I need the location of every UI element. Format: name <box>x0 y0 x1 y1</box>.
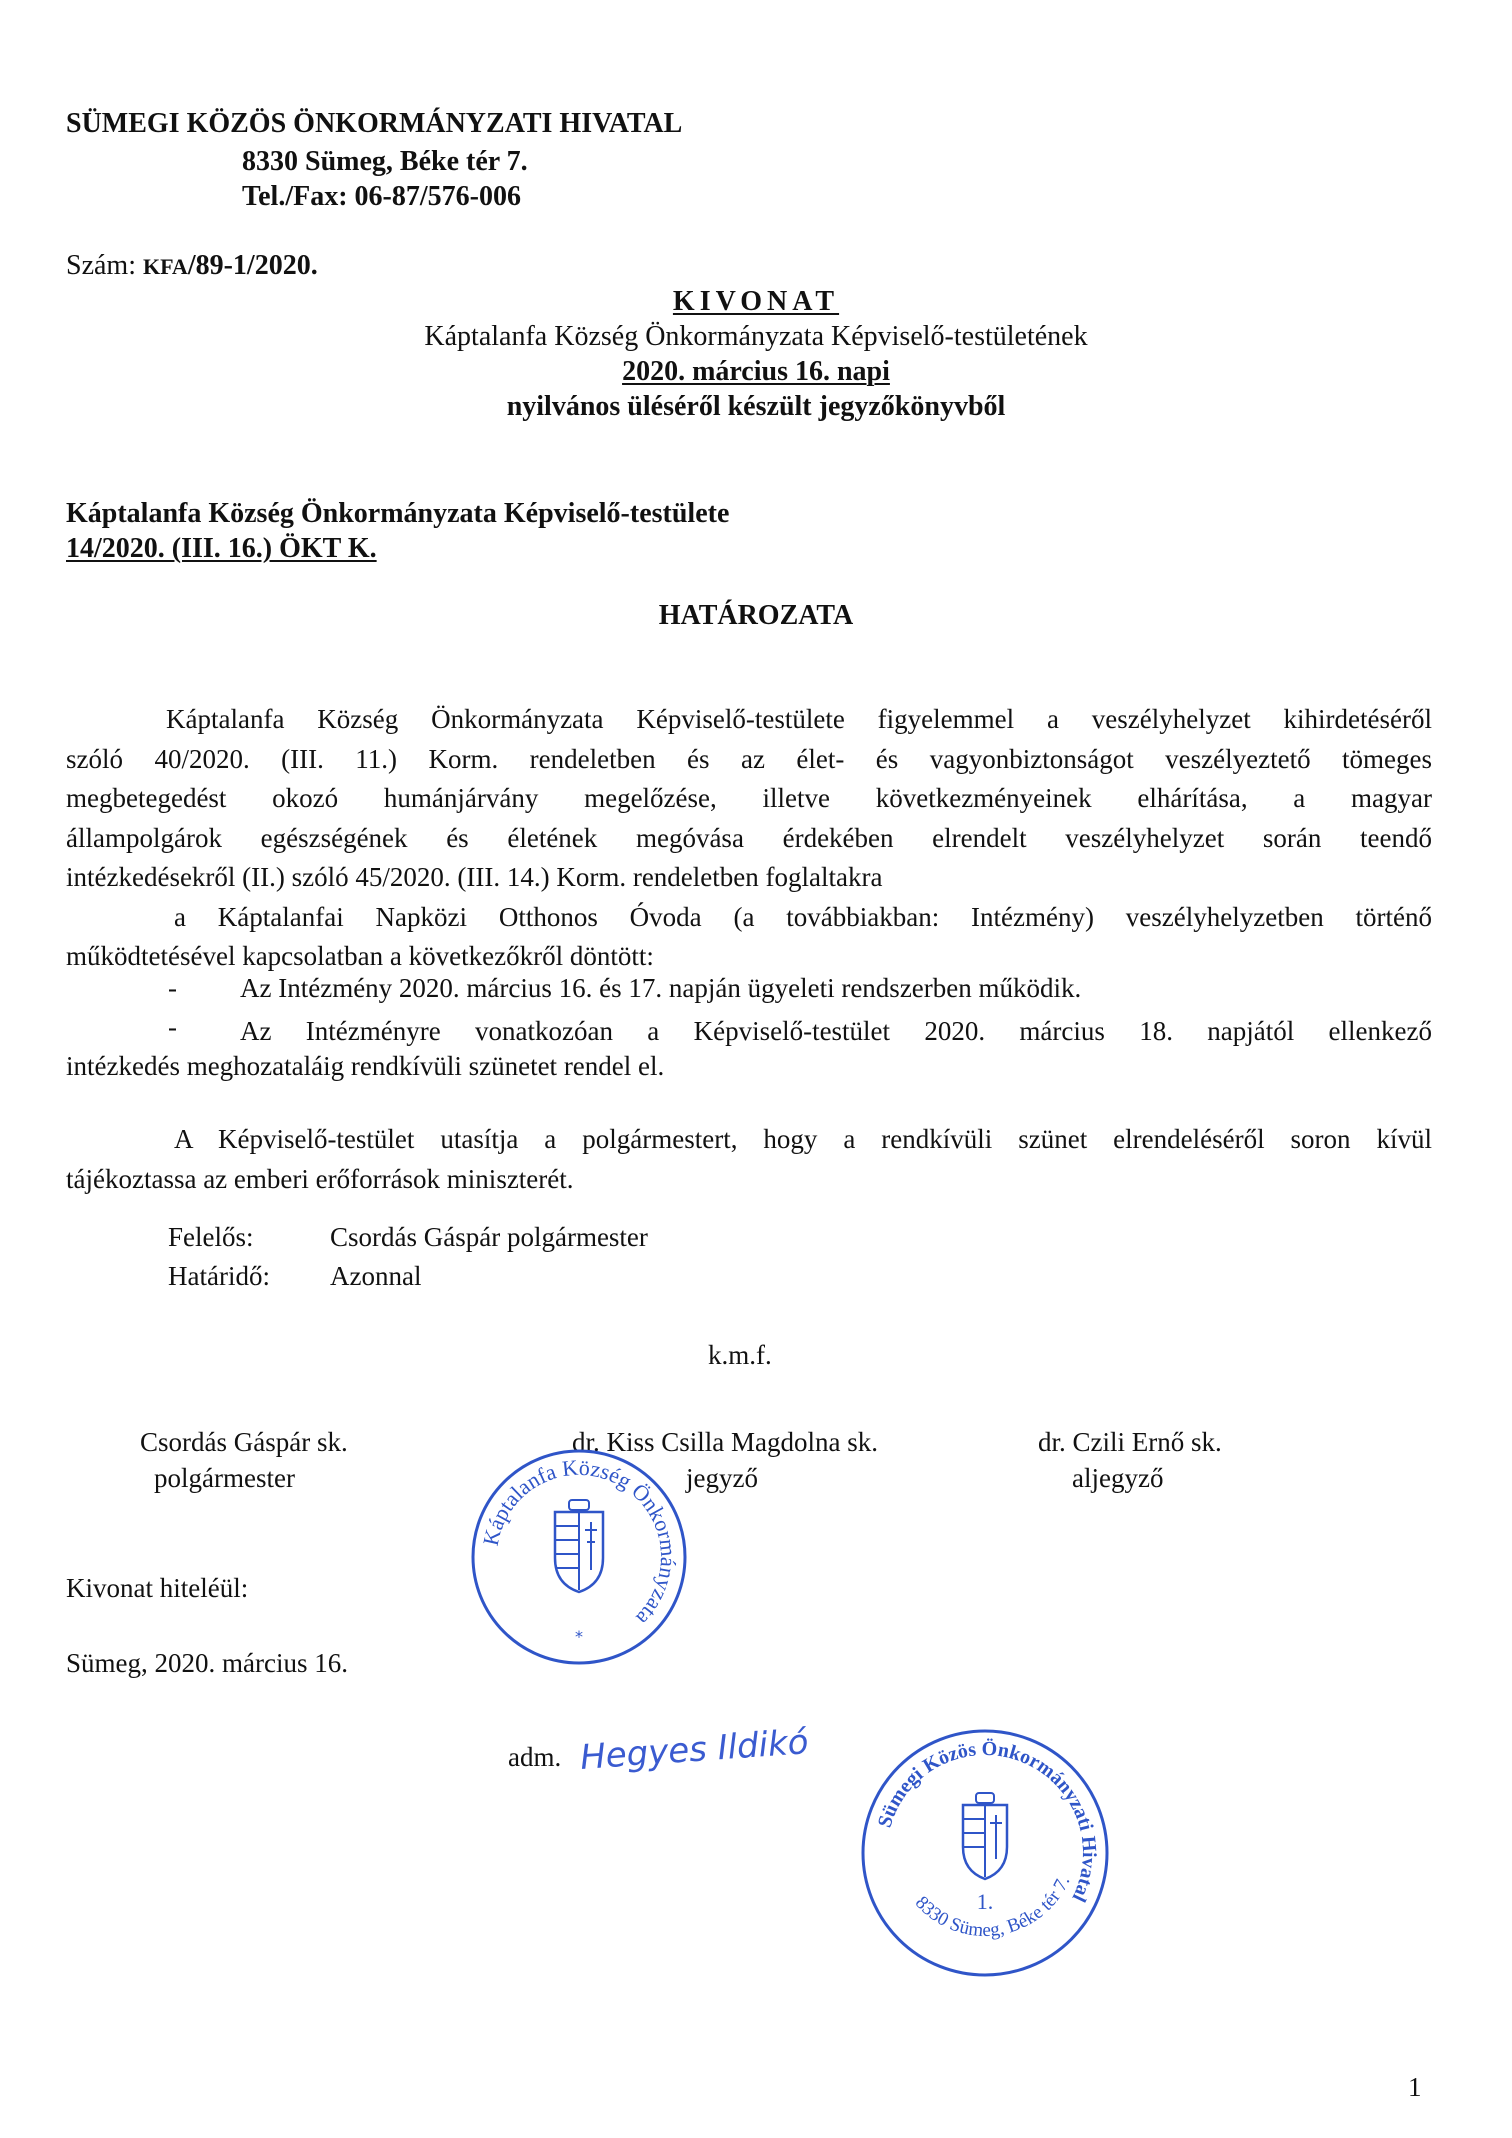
office-address: 8330 Sümeg, Béke tér 7. <box>242 146 528 177</box>
place-date: Sümeg, 2020. március 16. <box>66 1648 348 1678</box>
resolution-number: 14/2020. (III. 16.) ÖKT K. <box>66 533 377 564</box>
deadline-label: Határidő: <box>168 1261 270 1291</box>
paragraph-line: működtetésével kapcsolatban a következőkről döntött: <box>66 941 654 971</box>
bullet-item-2 <box>240 1012 1432 1052</box>
paragraph-line: megbetegedést okozó humánjárvány megelőzése, illetve következményeinek elhárítása, a magyar <box>66 783 1432 813</box>
responsible-value: Csordás Gáspár polgármester <box>330 1222 648 1252</box>
adm-signature: Hegyes Ildikó <box>578 1722 810 1778</box>
paragraph-line: A Képviselő-testület utasítja a polgármestert, hogy a rendkívüli szünet elrendeléséről soron kívül <box>174 1124 1432 1154</box>
reference-number <box>66 250 318 282</box>
paragraph-instruction <box>66 1120 1432 1199</box>
office-stamp-number: 1. <box>976 1889 994 1914</box>
paragraph-preamble <box>66 700 1432 977</box>
bullet-continuation: intézkedés meghozataláig rendkívüli szünetet rendel el. <box>66 1051 665 1081</box>
signatory-role-mayor: polgármester <box>154 1463 295 1493</box>
office-phone: Tel./Fax: 06-87/576-006 <box>242 181 521 212</box>
paragraph-line: tájékoztassa az emberi erőforrások miniszterét. <box>66 1163 574 1194</box>
bullet-item-1: Az Intézmény 2020. március 16. és 17. napján ügyeleti rendszerben működik. <box>240 973 1082 1003</box>
paragraph-line: szóló 40/2020. (III. 11.) Korm. rendeletben és az élet- és vagyonbiztonságot veszélyeztető tömeges <box>66 743 1432 774</box>
paragraph-line: állampolgárok egészségének és életének megóvása érdekében elrendelt veszélyhelyzet során teendő <box>66 822 1432 853</box>
office-stamp <box>855 1723 1115 1983</box>
reference-prefix: KFA <box>143 254 188 279</box>
signatory-name-deputy: dr. Czili Ernő sk. <box>1038 1427 1222 1457</box>
svg-text:*: * <box>575 1627 583 1646</box>
bullet-dash: - <box>168 973 177 1003</box>
paragraph-line: Káptalanfa Község Önkormányzata Képviselő-testülete figyelemmel a veszélyhelyzet kihirdetéséről <box>166 704 1432 734</box>
reference-label: Szám: <box>66 250 136 281</box>
reference-value: /89-1/2020. <box>187 250 318 281</box>
resolution-body: Káptalanfa Község Önkormányzata Képviselő-testülete <box>66 498 730 529</box>
village-stamp <box>464 1442 694 1672</box>
bullet-line: Az Intézményre vonatkozóan a Képviselő-testület 2020. március 18. napjától ellenkező <box>240 1016 1432 1046</box>
deadline-value: Azonnal <box>330 1261 422 1291</box>
office-stamp-bottom-text: 8330 Sümeg, Béke tér 7. <box>910 1872 1075 1942</box>
signatory-name-notary: dr. Kiss Csilla Magdolna sk. <box>572 1427 879 1457</box>
office-name: SÜMEGI KÖZÖS ÖNKORMÁNYZATI HIVATAL <box>66 108 683 139</box>
document-heading: KIVONAT <box>672 286 840 317</box>
title-line-3: nyilvános üléséről készült jegyzőkönyvből <box>506 391 1006 422</box>
adm-label: adm. <box>508 1742 562 1772</box>
signatory-role-deputy: aljegyző <box>1072 1463 1164 1493</box>
signatory-name-mayor: Csordás Gáspár sk. <box>140 1427 348 1457</box>
responsible-label: Felelős: <box>168 1222 254 1252</box>
village-stamp-text: Káptalanfa Község Önkormányzata <box>477 1454 682 1631</box>
page-number: 1 <box>1408 2072 1422 2102</box>
coat-of-arms-icon <box>555 1500 603 1592</box>
signatory-role-notary: jegyző <box>686 1463 758 1493</box>
coat-of-arms-icon <box>963 1793 1007 1879</box>
bullet-dash: - <box>168 1012 177 1042</box>
meeting-date: 2020. március 16. napi <box>622 356 890 387</box>
paragraph-line: a Káptalanfai Napközi Otthonos Óvoda (a továbbiakban: Intézmény) veszélyhelyzetben történő <box>174 901 1432 932</box>
certification-text: Kivonat hiteléül: <box>66 1573 249 1603</box>
resolution-heading: HATÁROZATA <box>658 600 854 631</box>
kmf-text: k.m.f. <box>708 1340 772 1370</box>
title-line-1: Káptalanfa Község Önkormányzata Képviselő-testületének <box>424 321 1088 352</box>
paragraph-line: intézkedésekről (II.) szóló 45/2020. (III. 14.) Korm. rendeletben foglaltakra <box>66 862 883 892</box>
office-stamp-text: Sümegi Közös Önkormányzati Hivatal <box>873 1737 1101 1906</box>
